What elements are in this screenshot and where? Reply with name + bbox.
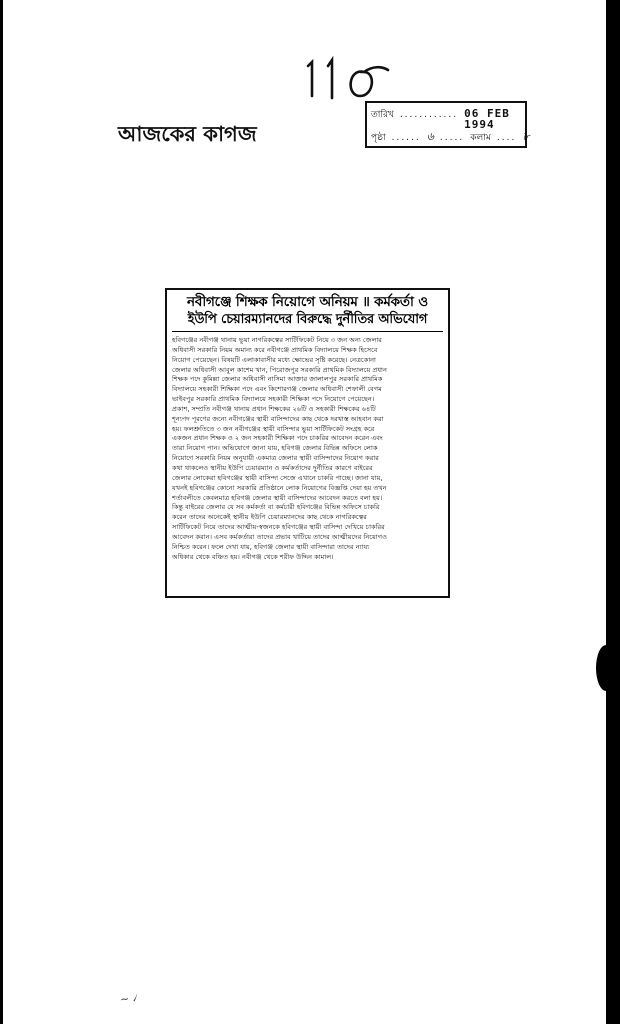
stamp-date-value: 06 FEB 1994: [464, 107, 510, 131]
stamp-page-value: ৬: [426, 130, 434, 143]
headline-divider: [172, 331, 443, 332]
article-body-line: একজন প্রধান শিক্ষক ও ২ জন সহকারী শিক্ষিকা পদে চাকরির আবেদন করেন এবং: [172, 434, 383, 443]
stamp-column-label: কলাম: [470, 133, 491, 143]
article-body-line: অধিকার থেকে বঞ্চিত হয়। নবীগঞ্জ থেকে শরীফ উদ্দিন কামাল।: [172, 552, 334, 561]
article-body-line: জেলার লোকেরা হবিগঞ্জের স্থায়ী বাসিন্দা সেজে এখানে চাকরি পাচ্ছে। জানা যায়,: [172, 473, 383, 482]
article-body-line: জেলার অধিবাসী আবুল কাশেম খান, পিরোজপুর সরকারি প্রাথমিক বিদ্যালয়ে প্রধান: [172, 365, 387, 374]
stamp-date-label: তারিখ: [371, 110, 394, 120]
article-body-line: শিক্ষক পদে কুমিল্লা জেলার অধিবাসী নাসিমা আক্তার জালালপুর সরকারি প্রাথমিক: [172, 375, 383, 384]
scan-edge-left: [0, 0, 3, 1024]
stamp-column-value: ৮: [522, 130, 530, 143]
article-body-line: হয়। ফলশ্রুতিতে ৩ জন নবীগঞ্জের স্থায়ী বাসিন্দার ভুয়া সার্টিফিকেট সংগ্রহ করে: [172, 424, 375, 433]
article-body-line: শূন্যপদ পূরণের জন্যে নবীগঞ্জের স্থায়ী বাসিন্দাদের কাছ থেকে দরখাস্ত আহবান করা: [172, 414, 384, 423]
margin-mark: ~ ৴: [119, 990, 140, 1007]
article-body-line: সার্টিফিকেট নিয়ে তাদের আত্মীয়-স্বজনকে হবিগঞ্জের স্থায়ী বাসিন্দা দেখিয়ে চাকরির: [172, 523, 385, 532]
article-body-line: অধিবাসী সরকারি নিয়ম অমান্য করে নবীগঞ্জে প্রাথমিক বিদ্যালয়ে শিক্ষক হিসেবে: [172, 345, 378, 354]
date-stamp: তারিখ ............ 06 FEB 1994 পৃষ্ঠা ...... ৬ ..... কলাম .... ৮: [365, 101, 527, 148]
newspaper-masthead: আজকের কাগজ: [118, 122, 257, 146]
article-body-line: কিন্তু বাইরের জেলার যে সব কর্মকর্তা বা কর্মচারী হবিগঞ্জের বিভিন্ন অফিসে চাকরি: [172, 503, 380, 512]
handwritten-number: [302, 52, 392, 102]
article-body-line: প্রকাশ, সম্প্রতি নবীগঞ্জ থানায় প্রধান শিক্ষকের ২৬টি ও সহকারী শিক্ষকের ৬৪টি: [172, 404, 376, 413]
article-body: [172, 336, 443, 562]
article-body-line: বিদ্যালয়ে সহকারী শিক্ষিকা পদে এবং কিশোরগঞ্জ জেলার অধিবাসী শেফালী বেগম: [172, 385, 382, 394]
article-body-line: আবেদন করান। এসব কর্মকর্তারা তাদের প্রভাব খাটিয়ে তাদের আত্মীয়দের নিয়োগও: [172, 532, 387, 541]
article-body-line: করেন তাদের অনেকেই স্থানীয় ইউপি চেয়ারম্যানদের কাছ থেকে নাগরিকত্বের: [172, 513, 367, 522]
headline-line-2: ইউপি চেয়ারম্যানদের বিরুদ্ধে দুর্নীতির অভিযোগ: [187, 312, 428, 327]
article-body-line: নিয়োগে সরকারি নিয়ম অনুযায়ী একমাত্র জেলার স্থায়ী বাসিন্দাদের নিয়োগ করার: [172, 454, 379, 463]
stamp-page-label: পৃষ্ঠা: [371, 133, 386, 143]
article-body-line: শর্তাবলীতে কেবলমাত্র হবিগঞ্জ জেলার স্থায়ী বাসিন্দাদের আবেদন করতে বলা হয়।: [172, 493, 383, 502]
article-body-line: কথা থাকলেও স্থানীয় ইউপি চেয়ারম্যান ও কর্মকর্তাদের দুর্নীতির কারণে বাইরের: [172, 463, 373, 472]
news-clipping: [165, 288, 450, 598]
headline-line-1: নবীগঞ্জে শিক্ষক নিয়োগে অনিয়ম ॥ কর্মকর্তা ও: [186, 294, 429, 310]
article-body-line: নিশ্চিত করেন। ফলে দেখা যায়, হবিগঞ্জ জেলার স্থায়ী বাসিন্দারা তাদের ন্যায্য: [172, 542, 370, 551]
scan-edge-notch: [596, 645, 616, 691]
article-body-line: নিয়োগ পেয়েছেন। বিষয়টি এলাকাবাসীর মধ্যে ক্ষোভের সৃষ্টি করেছে। নেত্রকোনা: [172, 355, 376, 364]
scan-edge-right: [606, 0, 620, 1024]
article-body-line: হবিগঞ্জের নবীগঞ্জ থানায় ভুয়া নাগরিকত্বের সার্টিফিকেট নিয়ে ৩ জন অন্য জেলার: [172, 336, 382, 344]
article-body-line: ভাইবপুর সরকারি প্রাথমিক বিদ্যালয়ে সহকারী শিক্ষিকা পদে নিয়োগে পেয়েছেন।: [172, 395, 375, 404]
article-body-line: তারা নিয়োগ পান। অভিযোগে জানা যায়, হবিগঞ্জ জেলার বিভিন্ন অফিসে লোক: [172, 444, 378, 453]
article-headline: [172, 294, 443, 328]
article-body-line: যখনই হবিগঞ্জের কোনো সরকারি প্রতিষ্ঠানে লোক নিয়োগের বিজ্ঞপ্তি দেয়া হয় তখন: [172, 483, 387, 492]
